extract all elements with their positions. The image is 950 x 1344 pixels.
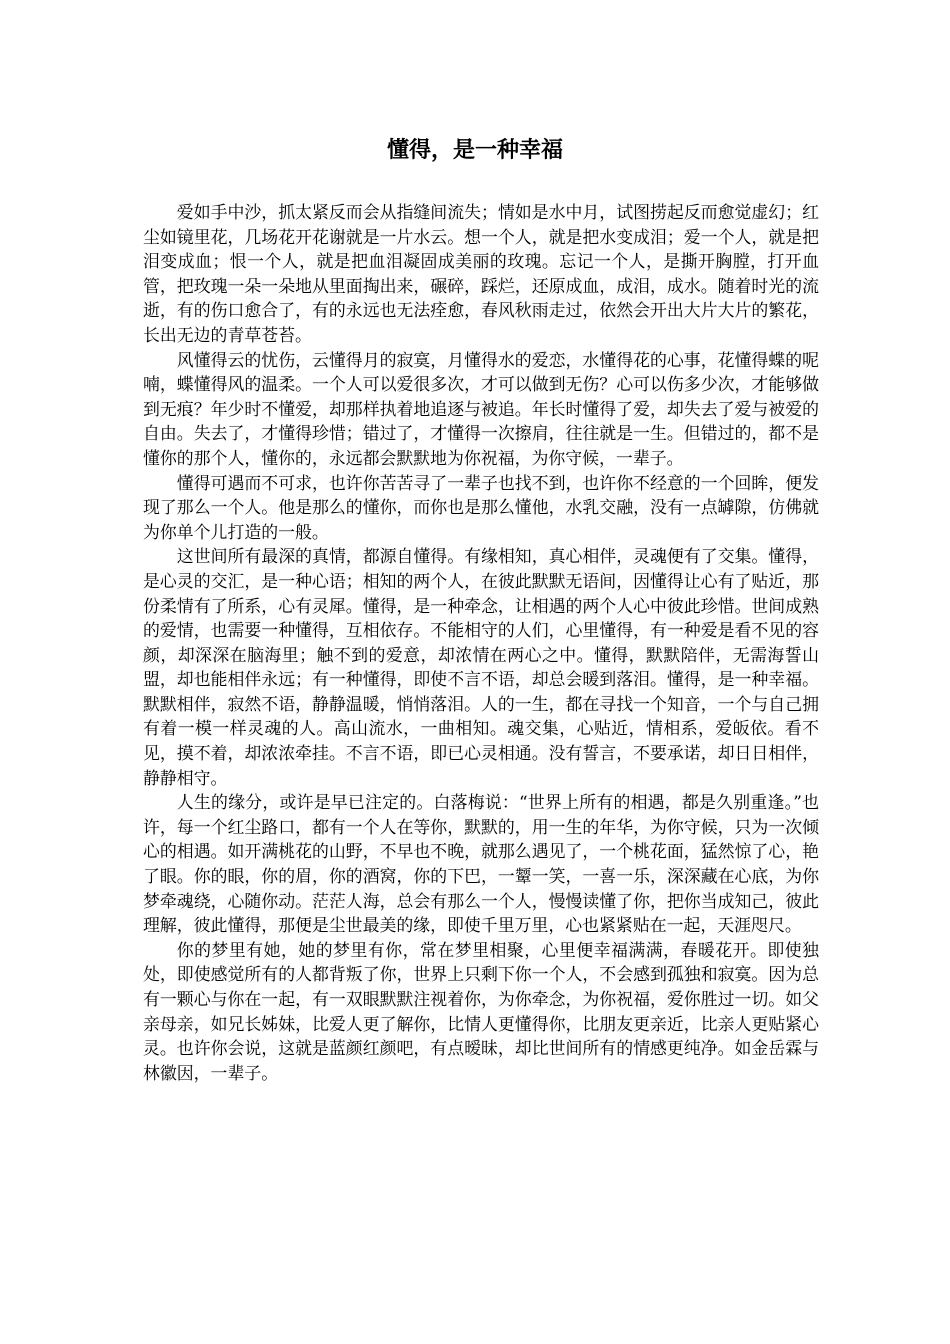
paragraph: 风懂得云的忧伤，云懂得月的寂寞，月懂得水的爱恋，水懂得花的心事，花懂得蝶的呢喃，蝶懂得风的温柔。一个人可以爱很多次，才可以做到无伤？心可以伤多少次，才能够做到无痕？年少时不懂爱，却那样执着地追逐与被追。年长时懂得了爱，却失去了爱与被爱的自由。失去了，才懂得珍惜；错过了，才懂得一次擦肩，往往就是一生。但错过的，都不是懂你的那个人，懂你的，永远都会默默地为你祝福，为你守候，一辈子。 [143,349,819,468]
paragraph: 爱如手中沙，抓太紧反而会从指缝间流失；情如是水中月，试图捞起反而愈觉虚幻；红尘如镜里花，几场花开花谢就是一片水云。想一个人，就是把水变成泪；爱一个人，就是把泪变成血；恨一个人，就是把血泪凝固成美丽的玫瑰。忘记一个人，是撕开胸膛，打开血管，把玫瑰一朵一朵地从里面掏出来，碾碎，踩烂，还原成血，成泪，成水。随着时光的流逝，有的伤口愈合了，有的永远也无法痊愈，春风秋雨走过，依然会开出大片大片的繁花，长出无边的青草苍苔。 [143,202,819,345]
paragraph: 你的梦里有她，她的梦里有你，常在梦里相聚，心里便幸福满满，春暖花开。即使独处，即使感觉所有的人都背叛了你，世界上只剩下你一个人，不会感到孤独和寂寞。因为总有一颗心与你在一起，有一双眼默默注视着你，为你牵念，为你祝福，爱你胜过一切。如父亲母亲，如兄长姊妹，比爱人更了解你，比情人更懂得你，比朋友更亲近，比亲人更贴紧心灵。也许你会说，这就是蓝颜红颜吧，有点暧昧，却比世间所有的情感更纯净。如金岳霖与林徽因，一辈子。 [143,939,819,1083]
paragraph: 人生的缘分，或许是早已注定的。白落梅说：“世界上所有的相遇，都是久别重逢。”也许，每一个红尘路口，都有一个人在等你，默默的，用一生的年华，为你守候，只为一次倾心的相遇。如开满桃花的山野，不早也不晚，就那么遇见了，一个桃花面，猛然惊了心，艳了眼。你的眼，你的眉，你的酒窝，你的下巴，一颦一笑，一喜一乐，深深藏在心底，为你梦牵魂绕，心随你动。茫茫人海，总会有那么一个人，慢慢读懂了你，把你当成知己，彼此理解，彼此懂得，那便是尘世最美的缘，即使千里万里，心也紧紧贴在一起，天涯咫尺。 [143,792,819,936]
document-title: 懂得，是一种幸福 [386,138,563,163]
document-body [143,200,819,1085]
paragraph: 懂得可遇而不可求，也许你苦苦寻了一辈子也找不到，也许你不经意的一个回眸，便发现了那么一个人。他是那么的懂你，而你也是那么懂他，水乳交融，没有一点罅隙，仿佛就为你单个儿打造的一般。 [143,472,819,542]
paragraph: 这世间所有最深的真情，都源自懂得。有缘相知，真心相伴，灵魂便有了交集。懂得，是心灵的交汇，是一种心语；相知的两个人，在彼此默默无语间，因懂得让心有了贴近，那份柔情有了所系，心有灵犀。懂得，是一种牵念，让相遇的两个人心中彼此珍惜。世间成熟的爱情，也需要一种懂得，互相依存。不能相守的人们，心里懂得，有一种爱是看不见的容颜，却深深在脑海里；触不到的爱意，却浓情在两心之中。懂得，默默陪伴，无需海誓山盟，却也能相伴永远；有一种懂得，即使不言不语，却总会暖到落泪。懂得，是一种幸福。默默相伴，寂然不语，静静温暖，悄悄落泪。人的一生，都在寻找一个知音，一个与自己拥有着一模一样灵魂的人。高山流水，一曲相知。魂交集，心贴近，情相系，爱皈依。看不见，摸不着，却浓浓牵挂。不言不语，即已心灵相通。没有誓言，不要承诺，却日日相伴，静静相守。 [143,546,819,788]
